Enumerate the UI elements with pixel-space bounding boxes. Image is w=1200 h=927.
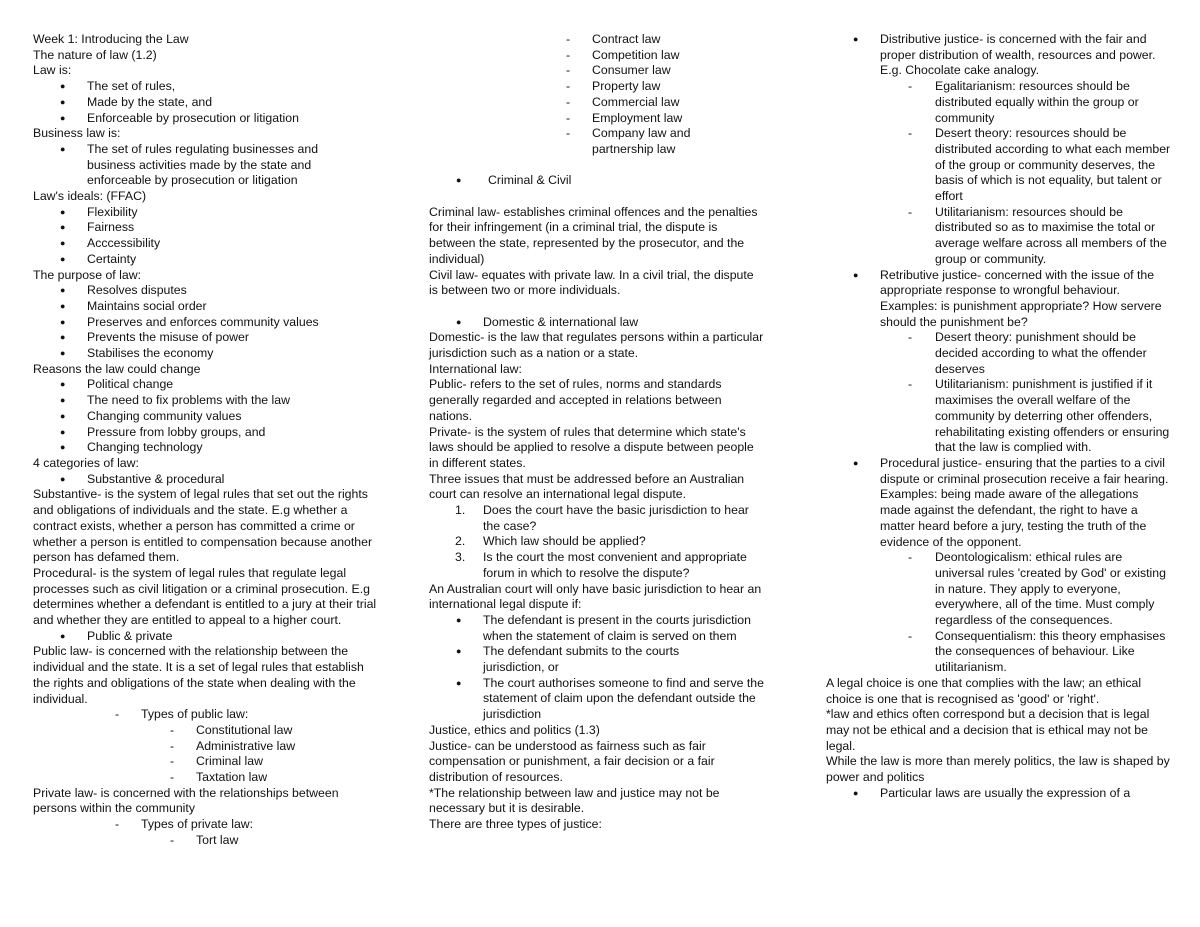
item-number: 3. (455, 550, 466, 565)
dash-list-distributive (826, 79, 1171, 267)
dash-item: - Consequentialism: this theory emphasises the consequences of behaviour. Like utilitarianism. (826, 629, 1171, 676)
dash-item: - Desert theory: resources should be distributed according to what each member of the group or community deserves, the basis of which is not equality, but talent or effort (826, 126, 1171, 205)
text-line: Reasons the law could change (33, 361, 201, 376)
dash-item: - Tort law (33, 833, 383, 849)
text-line: 4 categories of law: (33, 455, 139, 470)
bullet-item: ● Domestic & international law (429, 315, 764, 331)
text-line: International law: (429, 361, 522, 376)
paragraph: *The relationship between law and justice may not be necessary but it is desirable. (429, 785, 720, 816)
bullet-item: ● Procedural justice- ensuring that the parties to a civil dispute or criminal prosecution receive a fair hearing. Examples: being made aware of the allegations made against the defendant, the right to have a matter heard before a jury, testing the truth of the evidence of the opponent. (826, 456, 1171, 550)
paragraph: *law and ethics often correspond but a decision that is legal may not be ethical and a decision that is ethical may not be legal. (826, 707, 1150, 753)
bullet-item: ● Made by the state, and (33, 95, 383, 111)
column-1 (33, 32, 383, 849)
bullet-list-purpose (33, 283, 383, 362)
item-text: Is the court the most convenient and appropriate forum in which to resolve the dispute? (483, 550, 747, 580)
document-title: Week 1: Introducing the Law (33, 32, 189, 46)
item-number: 2. (455, 534, 466, 549)
bullet-item: ● Retributive justice- concerned with the issue of the appropriate response to wrongful behaviour. Examples: is punishment appropriate? How servere should the punishment be? (826, 268, 1171, 331)
bullet-list-conditions (429, 613, 764, 723)
paragraph: Public law- is concerned with the relationship between the individual and the state. It is a set of legal rules that establish the rights and obligations of the state when dealing with the individual. (33, 644, 364, 706)
paragraph: Procedural- is the system of legal rules that regulate legal processes such as civil litigation or a criminal prosecution. E.g determines whether a defendant is entitled to a jury at their trial and whether they are entitled to appeal to a higher court. (33, 565, 377, 628)
bullet-list-reasons (33, 377, 383, 456)
bullet-item: ● Particular laws are usually the expression of a (826, 786, 1171, 802)
dash-item: - Consumer law (429, 63, 764, 79)
bullet-item: ● Preserves and enforces community values (33, 315, 383, 331)
numbered-list-issues (429, 503, 764, 582)
bullet-item: ● Maintains social order (33, 299, 383, 315)
bullet-item: ● Substantive & procedural (33, 472, 383, 488)
paragraph: While the law is more than merely politics, the law is shaped by power and politics (826, 754, 1170, 785)
dash-list-public (33, 723, 383, 786)
dash-item: - Utilitarianism: punishment is justified if it maximises the overall welfare of the community by deterring other offenders, rehabilitating existing offenders or ensuring that the law is complied with. (826, 377, 1171, 456)
bullet-item: ● Acccessibility (33, 236, 383, 252)
dash-item: - Egalitarianism: resources should be distributed equally within the group or community (826, 79, 1171, 126)
text-line: Law's ideals: (FFAC) (33, 189, 147, 204)
dash-item: - Types of public law: (33, 707, 383, 723)
dash-item: - Property law (429, 79, 764, 95)
bullet-item: ● The defendant is present in the courts jurisdiction when the statement of claim is served on them (429, 613, 764, 644)
dash-item: - Commercial law (429, 95, 764, 111)
dash-list-procedural (826, 550, 1171, 676)
item-text: Which law should be applied? (483, 534, 646, 549)
section-heading: Justice, ethics and politics (1.3) (429, 722, 600, 737)
section-heading: The nature of law (1.2) (33, 47, 157, 62)
paragraph: Private- is the system of rules that determine which state's laws should be applied to resolve a dispute between people in different states. (429, 424, 754, 470)
dash-item: - Taxtation law (33, 770, 383, 786)
bullet-item: ● The need to fix problems with the law (33, 393, 383, 409)
paragraph: Public- refers to the set of rules, norms and standards generally regarded and accepted in relations between nations. (429, 377, 722, 423)
paragraph: Private law- is concerned with the relationships between persons within the community (33, 785, 339, 816)
dash-item: - Competition law (429, 48, 764, 64)
dash-item: - Employment law (429, 111, 764, 127)
bullet-item: ● Changing community values (33, 409, 383, 425)
bullet-item: ● Public & private (33, 629, 383, 645)
bullet-item: ● Distributive justice- is concerned with the fair and proper distribution of wealth, resources and power. E.g. Chocolate cake analogy. (826, 32, 1171, 79)
bullet-item: ● Fairness (33, 220, 383, 236)
paragraph: Domestic- is the law that regulates persons within a particular jurisdiction such as a nation or a state. (429, 330, 764, 361)
bullet-item: ● The set of rules regulating businesses and business activities made by the state and enforceable by prosecution or litigation (33, 142, 383, 189)
bullet-item: ● Enforceable by prosecution or litigation (33, 111, 383, 127)
numbered-item (429, 550, 764, 581)
dash-item: - Desert theory: punishment should be decided according to what the offender deserves (826, 330, 1171, 377)
paragraph: A legal choice is one that complies with the law; an ethical choice is one that is recognised as 'good' or 'right'. (826, 675, 1142, 706)
dash-item: - Deontologicalism: ethical rules are universal rules 'created by God' or existing in nature. They apply to everyone, everywhere, all of the time. Must comply regardless of the consequences. (826, 550, 1171, 629)
bullet-item: ● Resolves disputes (33, 283, 383, 299)
dash-item: - Utilitarianism: resources should be distributed so as to maximise the total or average welfare across all members of the group or community. (826, 205, 1171, 268)
item-number: 1. (455, 503, 466, 518)
bullet-list-ideals (33, 205, 383, 268)
bullet-item: ● Stabilises the economy (33, 346, 383, 362)
dash-item: - Types of private law: (33, 817, 383, 833)
bullet-item: ● The court authorises someone to find and serve the statement of claim upon the defendant outside the jurisdiction (429, 676, 764, 723)
dash-item: - Administrative law (33, 739, 383, 755)
paragraph: An Australian court will only have basic jurisdiction to hear an international legal dispute if: (429, 581, 762, 612)
bullet-item: ● Changing technology (33, 440, 383, 456)
text-line: There are three types of justice: (429, 817, 602, 832)
numbered-item (429, 534, 764, 550)
bullet-item: ● Pressure from lobby groups, and (33, 425, 383, 441)
text-line: Law is: (33, 63, 72, 78)
column-3 (826, 32, 1171, 801)
bullet-item: ● The set of rules, (33, 79, 383, 95)
bullet-item: ● Political change (33, 377, 383, 393)
bullet-item: ● Prevents the misuse of power (33, 330, 383, 346)
text-line: The purpose of law: (33, 267, 142, 282)
text-line: Business law is: (33, 126, 121, 141)
paragraph: Justice- can be understood as fairness such as fair compensation or punishment, a fair decision or a fair distribution of resources. (429, 738, 715, 784)
dash-list-retributive (826, 330, 1171, 456)
dash-item: - Company law and partnership law (429, 126, 764, 157)
bullet-item: ● Certainty (33, 252, 383, 268)
numbered-item (429, 503, 764, 534)
item-text: Does the court have the basic jurisdiction to hear the case? (483, 503, 749, 533)
paragraph: Civil law- equates with private law. In a civil trial, the dispute is between two or more individuals. (429, 267, 754, 298)
dash-item: - Contract law (429, 32, 764, 48)
column-2 (429, 32, 764, 833)
paragraph: Substantive- is the system of legal rules that set out the rights and obligations of individuals and the state. E.g whether a contract exists, whether a person has committed a crime or whether a person is entitled to compensation because another person has defamed them. (33, 487, 373, 565)
dash-list-private (429, 32, 764, 158)
bullet-item: ● Criminal & Civil (429, 173, 764, 189)
paragraph: Three issues that must be addressed before an Australian court can resolve an international legal dispute. (429, 471, 745, 502)
dash-item: - Criminal law (33, 754, 383, 770)
bullet-item: ● Flexibility (33, 205, 383, 221)
dash-item: - Constitutional law (33, 723, 383, 739)
bullet-list-law-is (33, 79, 383, 126)
paragraph: Criminal law- establishes criminal offences and the penalties for their infringement (in a criminal trial, the dispute is between the state, represented by the prosecutor, and the individual) (429, 204, 758, 266)
bullet-item: ● The defendant submits to the courts jurisdiction, or (429, 644, 764, 675)
